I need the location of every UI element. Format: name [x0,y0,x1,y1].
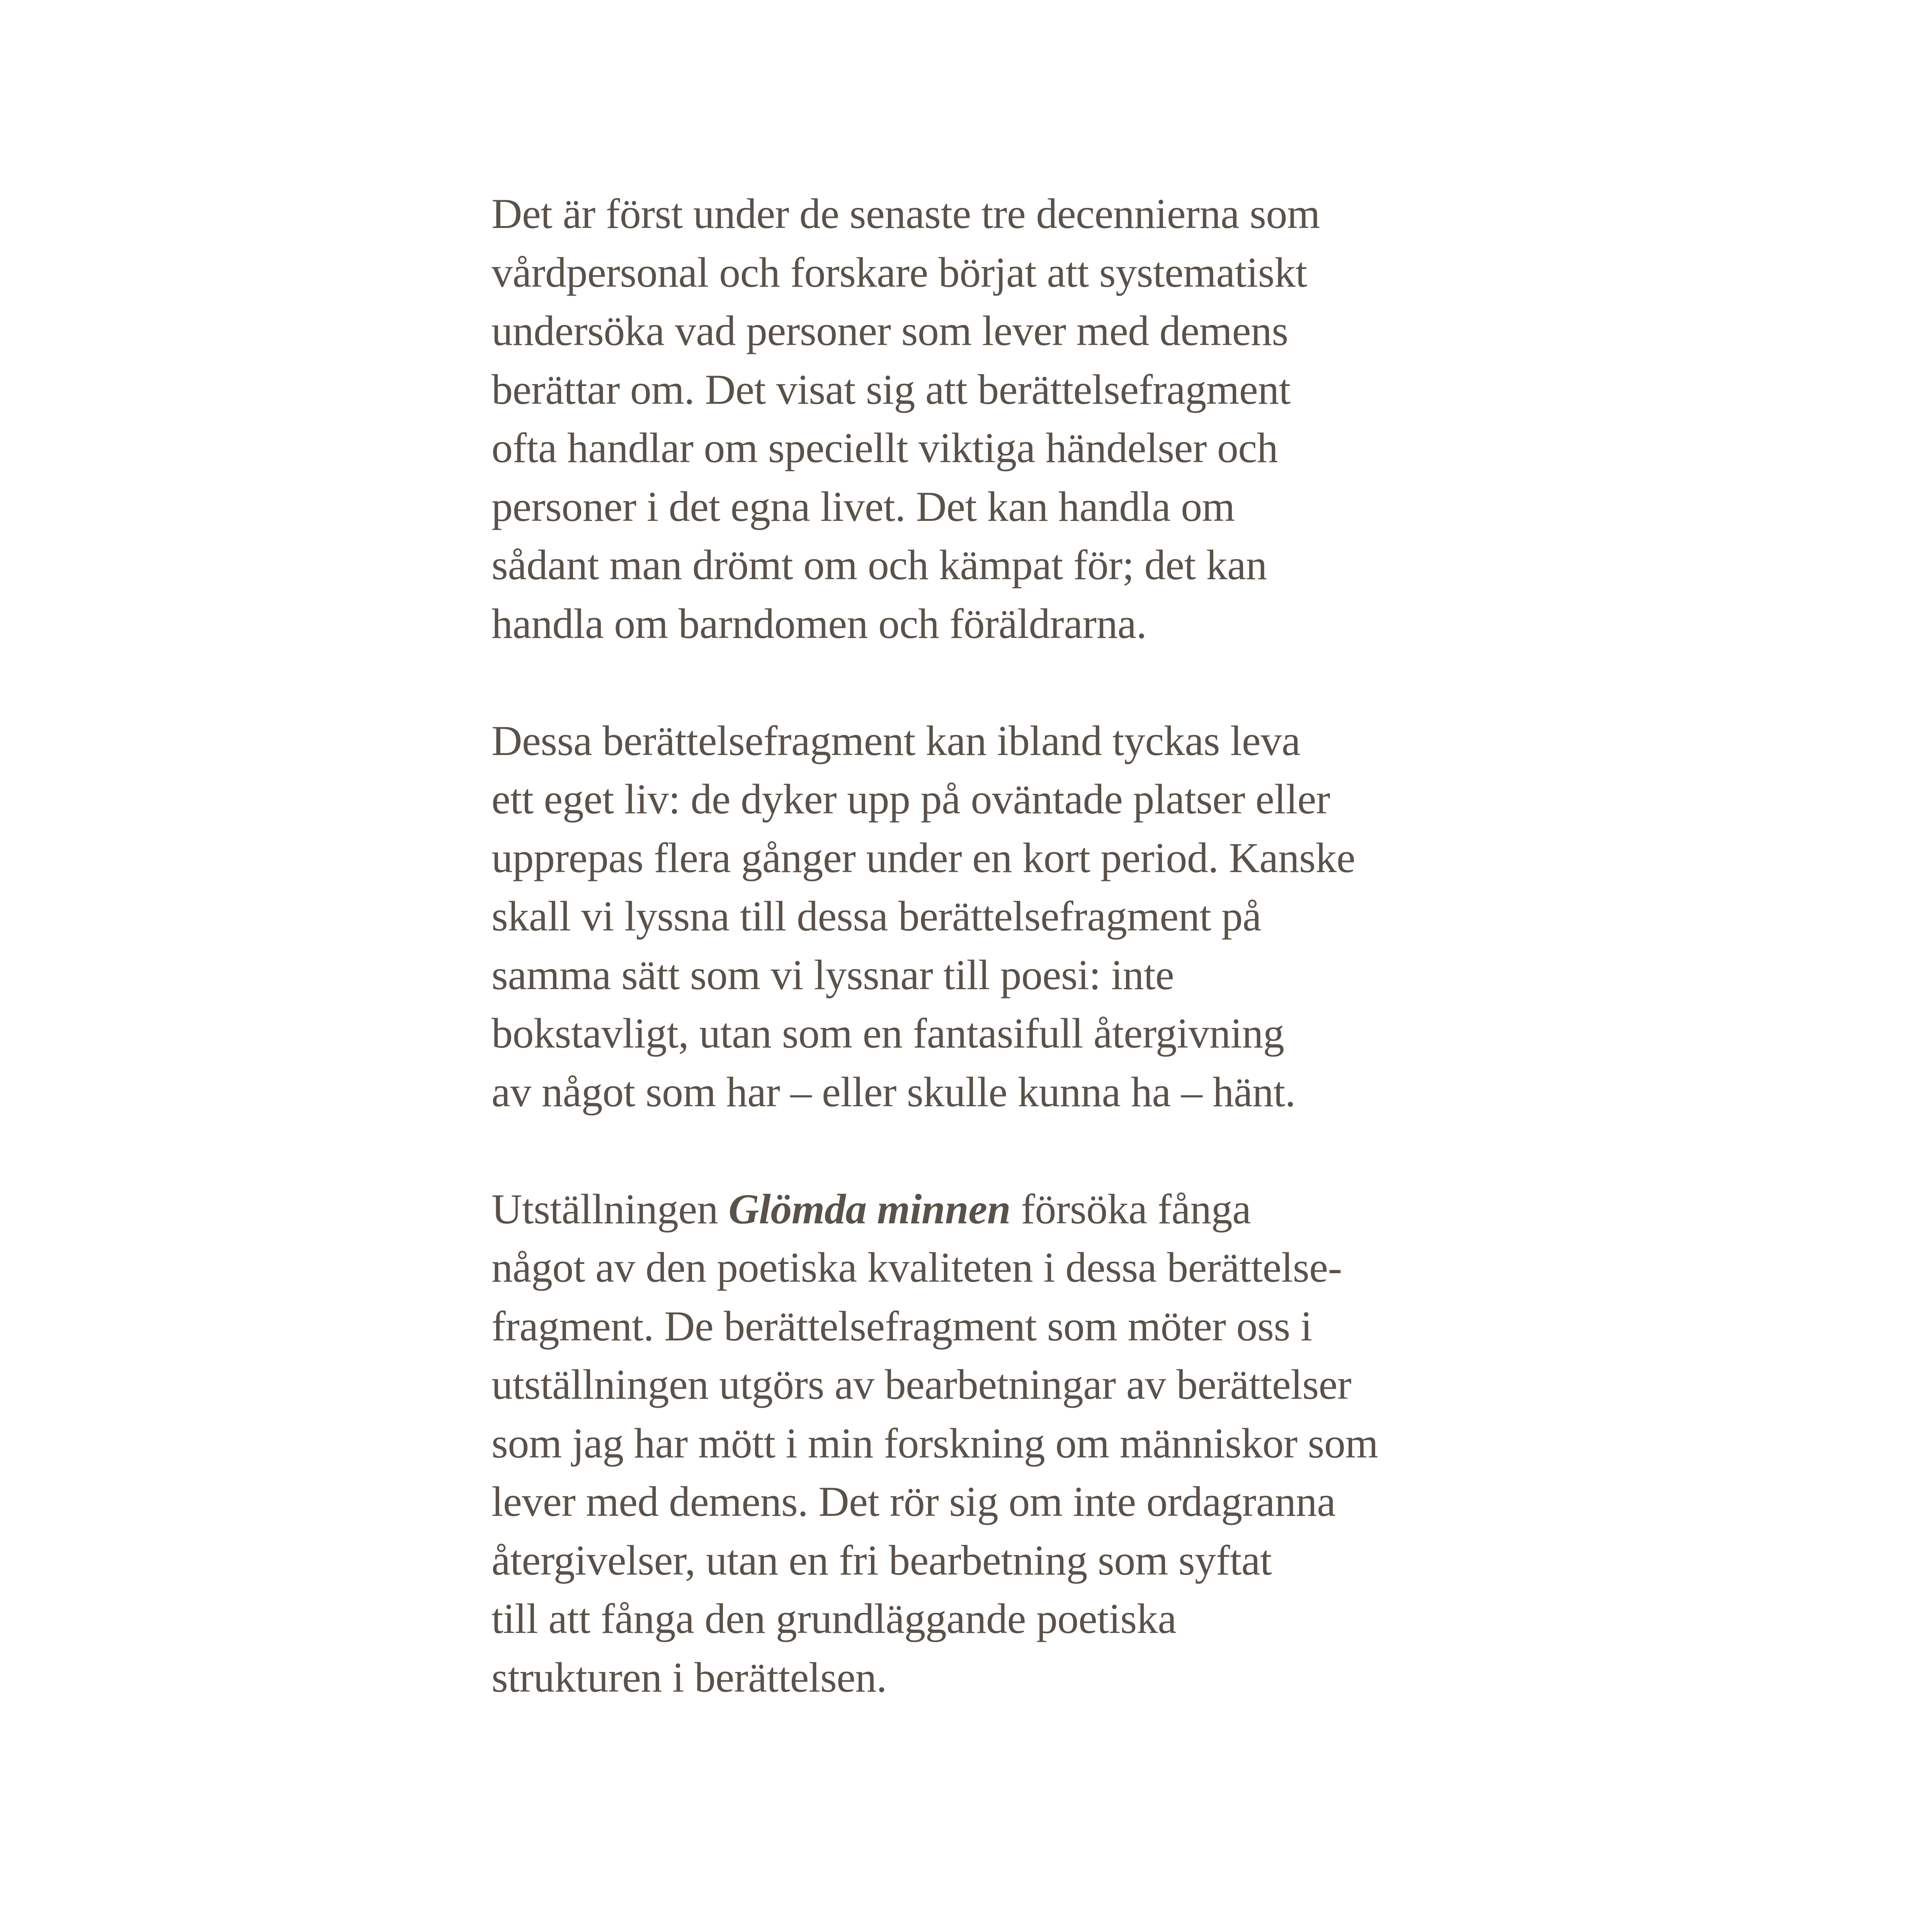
text-line: återgivelser, utan en fri bearbetning som syftat [492,1536,1272,1584]
paragraph-1 [492,185,1419,653]
text-line: fragment. De berättelsefragment som möter oss i [492,1302,1312,1350]
text-line: till att fånga den grundläggande poetiska [492,1595,1177,1642]
text-fragment: Utställningen [492,1185,729,1233]
text-line: som jag har mött i min forskning om människor som [492,1419,1378,1467]
text-line: personer i det egna livet. Det kan handla om [492,483,1235,530]
text-line: av något som har – eller skulle kunna ha – hänt. [492,1068,1296,1116]
body-text [492,185,1419,1707]
text-line: upprepas flera gånger under en kort period. Kanske [492,834,1355,881]
text-line: undersöka vad personer som lever med demens [492,307,1288,354]
text-line: berättar om. Det visat sig att berättelsefragment [492,366,1291,413]
text-line: Dessa berättelsefragment kan ibland tyckas leva [492,717,1301,764]
paragraph-3 [492,1180,1419,1707]
text-line: bokstavligt, utan som en fantasifull återgivning [492,1010,1284,1057]
text-line: ofta handlar om speciellt viktiga händelser och [492,424,1278,471]
paragraph-2 [492,712,1419,1122]
text-fragment: försöka fånga [1010,1185,1251,1233]
text-line: sådant man drömt om och kämpat för; det kan [492,541,1267,588]
text-line: skall vi lyssna till dessa berättelsefragment på [492,893,1262,940]
exhibition-title: Glömda minnen [728,1185,1011,1233]
text-line: ett eget liv: de dyker upp på oväntade platser eller [492,776,1330,823]
text-line: något av den poetiska kvaliteten i dessa berättelse- [492,1244,1342,1291]
text-line: samma sätt som vi lyssnar till poesi: inte [492,951,1174,998]
text-line [492,1180,1419,1239]
text-line: lever med demens. Det rör sig om inte ordagranna [492,1478,1336,1525]
text-line: Det är först under de senaste tre decennierna som [492,190,1320,237]
text-line: utställningen utgörs av bearbetningar av berättelser [492,1361,1352,1408]
text-line: strukturen i berättelsen. [492,1653,887,1701]
text-line: handla om barndomen och föräldrarna. [492,600,1147,647]
text-line: vårdpersonal och forskare börjat att systematiskt [492,248,1307,296]
